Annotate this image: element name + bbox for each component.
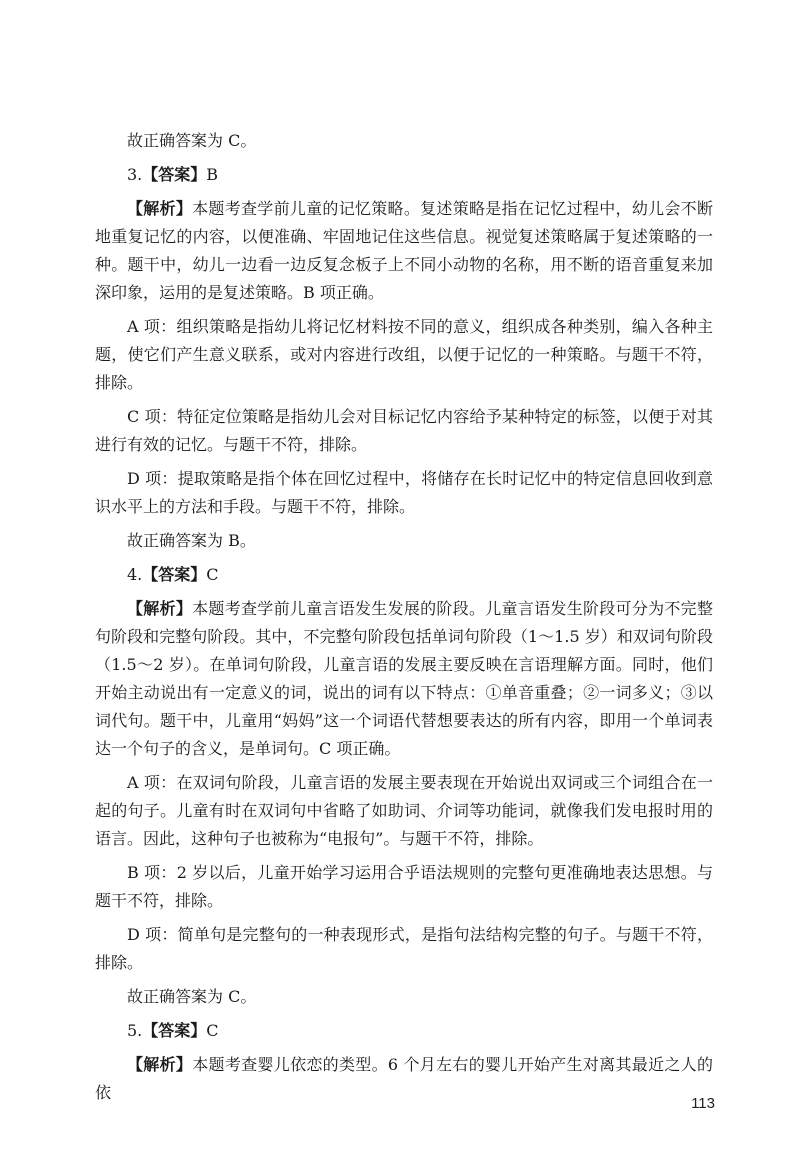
question-number: 5.	[127, 1021, 143, 1040]
paragraph-text: D 项：简单句是完整句的一种表现形式，是指句法结构完整的句子。与题干不符，排除。	[95, 925, 713, 972]
answer-explanations	[95, 127, 713, 1113]
answer-line-q4	[95, 561, 713, 589]
answer-value: B	[206, 165, 219, 184]
paragraph-text: 本题考查学前儿童的记忆策略。复述策略是指在记忆过程中，幼儿会不断地重复记忆的内容，以便准确、牢固地记住这些信息。视觉复述策略属于复述策略的一种。题干中，幼儿一边看一边反复念板子上不同小动物的名称，用不断的语音重复来加深印象，运用的是复述策略。B 项正确。	[95, 199, 713, 302]
conclusion-paragraph	[95, 127, 713, 155]
paragraph-text: A 项：组织策略是指幼儿将记忆材料按不同的意义，组织成各种类别，编入各种主题，使它们产生意义联系，或对内容进行改组，以便于记忆的一种策略。与题干不符，排除。	[95, 317, 713, 392]
analysis-label: 【解析】	[127, 199, 193, 218]
answer-label: 【答案】	[142, 565, 207, 584]
paragraph-text: C 项：特征定位策略是指幼儿会对目标记忆内容给予某种特定的标签，以便于对其进行有效的记忆。与题干不符，排除。	[95, 407, 713, 454]
paragraph-text: 故正确答案为 C。	[127, 131, 257, 150]
paragraph-text: B 项：2 岁以后，儿童开始学习运用合乎语法规则的完整句更准确地表达思想。与题干不符，排除。	[95, 863, 713, 910]
option-d-paragraph	[95, 921, 713, 977]
question-number: 4.	[127, 565, 143, 584]
page-number: 113	[691, 1095, 715, 1112]
paragraph-text: 故正确答案为 C。	[127, 987, 257, 1006]
paragraph-text: A 项：在双词句阶段，儿童言语的发展主要表现在开始说出双词或三个词组合在一起的句子。儿童有时在双词句中省略了如助词、介词等功能词，就像我们发电报时用的语言。因此，这种句子也被称为“电报句”。与题干不符，排除。	[95, 773, 713, 848]
option-a-paragraph	[95, 769, 713, 853]
answer-value: C	[206, 1021, 219, 1040]
paragraph-text: D 项：提取策略是指个体在回忆过程中，将储存在长时记忆中的特定信息回收到意识水平上的方法和手段。与题干不符，排除。	[95, 469, 713, 516]
paragraph-text: 故正确答案为 B。	[127, 531, 256, 550]
paragraph-text: 本题考查婴儿依恋的类型。6 个月左右的婴儿开始产生对离其最近之人的依	[95, 1055, 713, 1102]
analysis-label: 【解析】	[127, 1055, 193, 1074]
option-a-paragraph	[95, 313, 713, 397]
answer-value: C	[206, 565, 219, 584]
paragraph-text: 本题考查学前儿童言语发生发展的阶段。儿童言语发生阶段可分为不完整句阶段和完整句阶段。其中，不完整句阶段包括单词句阶段（1～1.5 岁）和双词句阶段（1.5～2 岁）。在单词句阶段，儿童言语的发展主要反映在言语理解方面。同时，他们开始主动说出有一定意义的词，说出的词有以下特点：①单音重叠；②一词多义；③以词代句。题干中，儿童用“妈妈”这一个词语代替想要表达的所有内容，即用一个单词表达一个句子的含义，是单词句。C 项正确。	[95, 599, 713, 758]
analysis-label: 【解析】	[127, 599, 193, 618]
option-b-paragraph	[95, 859, 713, 915]
analysis-paragraph-q3	[95, 195, 713, 307]
option-d-paragraph	[95, 465, 713, 521]
answer-line-q3	[95, 161, 713, 189]
analysis-paragraph-q4	[95, 595, 713, 763]
answer-line-q5	[95, 1017, 713, 1045]
question-number: 3.	[127, 165, 143, 184]
conclusion-paragraph	[95, 983, 713, 1011]
answer-label: 【答案】	[142, 165, 207, 184]
conclusion-paragraph	[95, 527, 713, 555]
option-c-paragraph	[95, 403, 713, 459]
analysis-paragraph-q5	[95, 1051, 713, 1107]
answer-label: 【答案】	[142, 1021, 207, 1040]
